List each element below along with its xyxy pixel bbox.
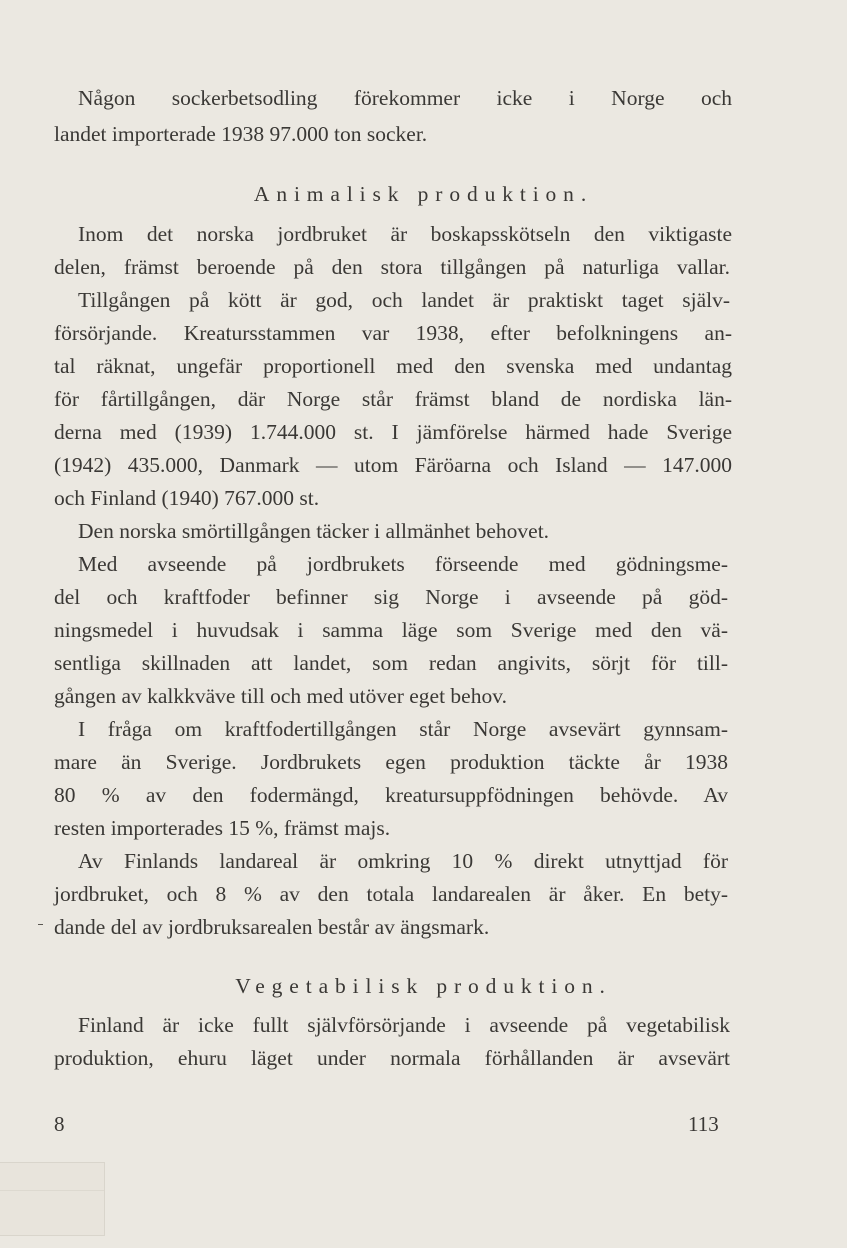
text-line: Tillgången på kött är god, och landet är praktiskt taget själv- — [78, 288, 730, 312]
text-line: derna med (1939) 1.744.000 st. I jämförelse härmed hade Sverige — [54, 420, 732, 444]
text-line: Den norska smörtillgången täcker i allmänhet behovet. — [78, 519, 550, 543]
text-line: mare än Sverige. Jordbrukets egen produktion täckte år 1938 — [54, 750, 728, 774]
text-line: för fårtillgången, där Norge står främst bland de nordiska län- — [54, 387, 732, 411]
text-line: Finland är icke fullt självförsörjande i avseende på vegetabilisk — [78, 1013, 730, 1037]
text-line: försörjande. Kreatursstammen var 1938, efter befolkningens an- — [54, 321, 732, 345]
text-line: tal räknat, ungefär proportionell med den svenska med undantag — [54, 354, 732, 378]
section-heading: Animalisk produktion. — [253, 182, 594, 206]
paper-tab-edge — [0, 1190, 104, 1191]
text-line: ningsmedel i huvudsak i samma läge som Sverige med den vä- — [54, 618, 728, 642]
section-heading: Vegetabilisk produktion. — [235, 974, 612, 998]
margin-mark — [38, 924, 43, 925]
text-line: Någon sockerbetsodling förekommer icke i Norge och — [78, 86, 732, 110]
text-line: landet importerade 1938 97.000 ton socker. — [54, 122, 428, 146]
text-line: 80 % av den fodermängd, kreatursuppfödningen behövde. Av — [54, 783, 728, 807]
signature-mark: 8 — [54, 1112, 65, 1136]
text-line: del och kraftfoder befinner sig Norge i avseende på göd- — [54, 585, 728, 609]
paper-tab — [0, 1162, 105, 1236]
text-line: Av Finlands landareal är omkring 10 % direkt utnyttjad för — [78, 849, 728, 873]
text-line: gången av kalkkväve till och med utöver eget behov. — [54, 684, 507, 708]
text-line: produktion, ehuru läget under normala förhållanden är avsevärt — [54, 1046, 730, 1070]
text-line: jordbruket, och 8 % av den totala landarealen är åker. En bety- — [54, 882, 728, 906]
text-line: Inom det norska jordbruket är boskapsskötseln den viktigaste — [78, 222, 732, 246]
text-line: Med avseende på jordbrukets förseende med gödningsme- — [78, 552, 728, 576]
text-line: I fråga om kraftfodertillgången står Norge avsevärt gynnsam- — [78, 717, 728, 741]
page-number: 113 — [688, 1112, 719, 1136]
text-line: delen, främst beroende på den stora tillgången på naturliga vallar. — [54, 255, 730, 279]
text-line: (1942) 435.000, Danmark — utom Färöarna och Island — 147.000 — [54, 453, 732, 477]
text-line: och Finland (1940) 767.000 st. — [54, 486, 320, 510]
text-line: sentliga skillnaden att landet, som redan angivits, sörjt för till- — [54, 651, 728, 675]
text-line: dande del av jordbruksarealen består av ängsmark. — [54, 915, 490, 939]
text-line: resten importerades 15 %, främst majs. — [54, 816, 391, 840]
